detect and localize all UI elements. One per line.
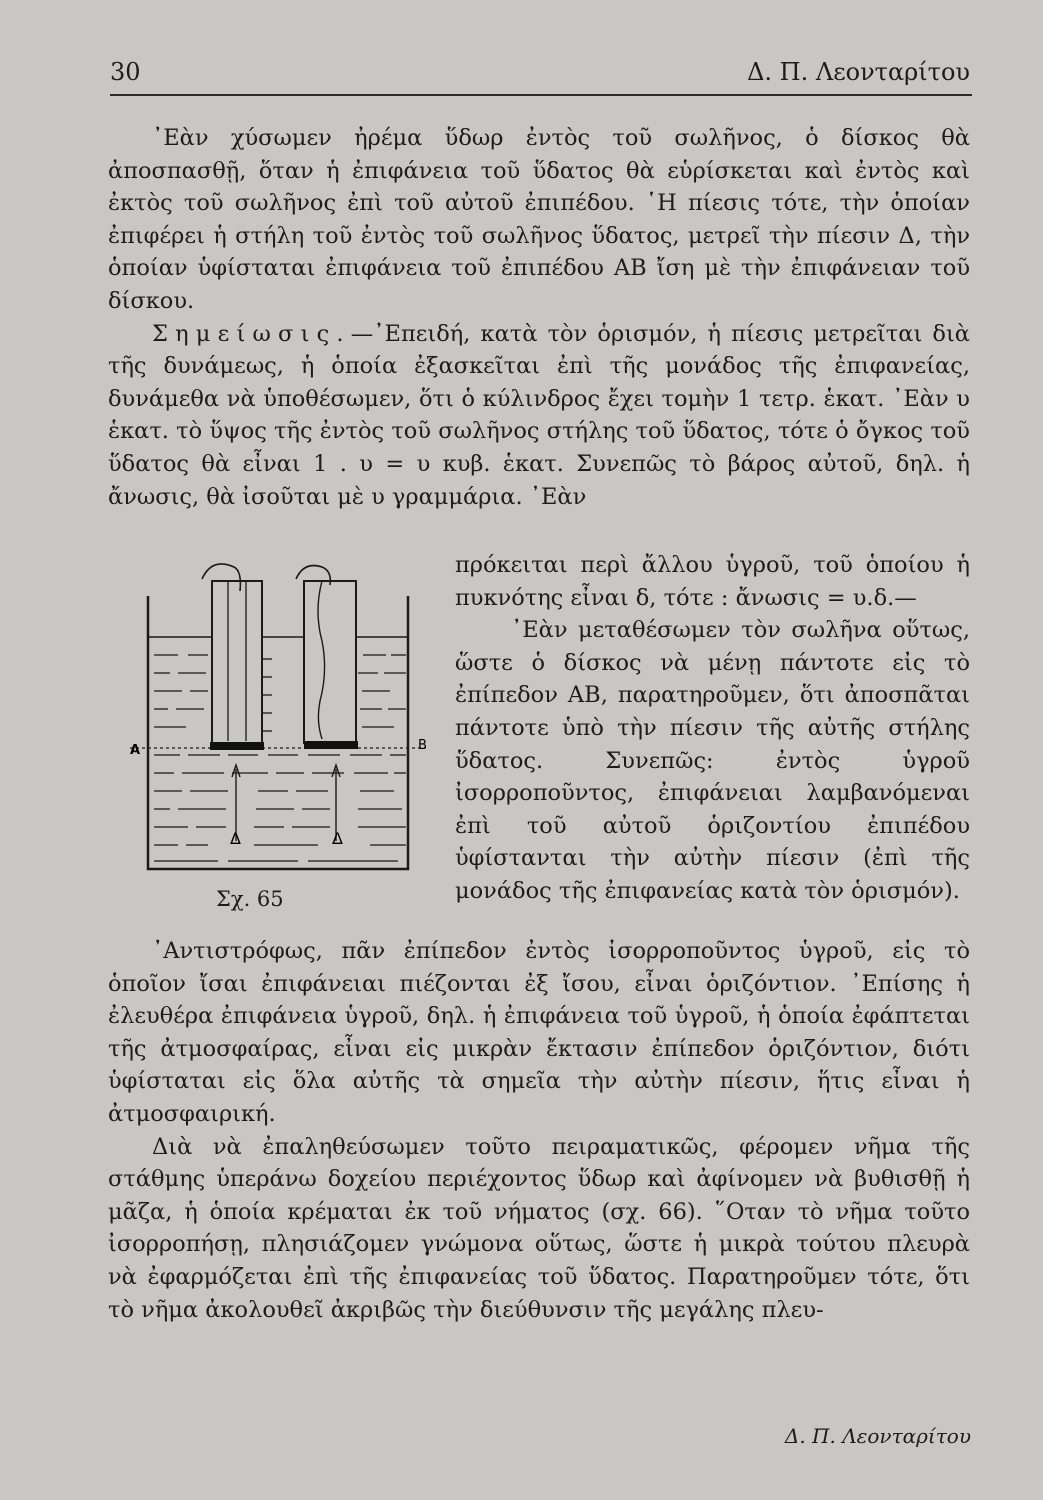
delta-right-label: Δ	[332, 829, 343, 848]
water-hatching	[154, 655, 406, 861]
left-disk	[210, 742, 264, 750]
right-disk	[304, 741, 358, 749]
point-a-label: A	[130, 743, 141, 758]
header-rule	[110, 94, 972, 96]
text-block-bottom	[108, 935, 970, 1326]
left-tube	[212, 581, 262, 743]
remark-label: Σημείωσις.	[152, 320, 351, 347]
point-b-label: B	[418, 738, 427, 753]
remark-paragraph	[108, 318, 970, 514]
page-header	[110, 58, 970, 92]
side-paragraph: ᾽Εὰν μεταθέσωμεν τὸν σωλῆνα οὕτως, ὥστε ὁ δίσκος νὰ μένῃ πάντοτε εἰς τὸ ἐπίπεδον ΑΒ, παρατηροῦμεν, ὅτι ἀποσπᾶται πάντοτε ὑπὸ τὴν πίεσιν τῆς αὐτῆς στήλης ὕδατος. Συνεπῶς: ἐντὸς ὑγροῦ ἰσορροποῦντος, ἐπιφάνειαι λαμβανόμεναι ἐπὶ τοῦ αὐτοῦ ὁριζοντίου ἐπιπέδου ὑφίστανται τὴν αὐτὴν πίεσιν (ἐπὶ τῆς μονάδος τῆς ἐπιφανείας κατὰ τὸν ὁρισμόν).	[455, 617, 970, 904]
figure-caption: Σχ. 65	[216, 887, 284, 911]
remark-text: —᾽Επειδή, κατὰ τὸν ὁρισμόν, ἡ πίεσις μετρεῖται διὰ τῆς δυνάμεως, ἡ ὁποία ἐξασκεῖται ἐπὶ τῆς μονάδος τῆς ἐπιφανείας, δυνάμεθα νὰ ὑποθέσωμεν, ὅτι ὁ κύλινδρος ἔχει τομὴν 1 τετρ. ἑκατ. ᾽Εὰν υ ἑκατ. τὸ ὕψος τῆς ἐντὸς τοῦ σωλῆνος στήλης τοῦ ὕδατος, τότε ὁ ὄγκος τοῦ ὕδατος θὰ εἶναι 1 . υ = υ κυβ. ἑκατ. Συνεπῶς τὸ βάρος αὐτοῦ, δηλ. ἡ ἄνωσις, θὰ ἰσοῦται μὲ υ γραμμάρια. ᾽Εὰν	[108, 320, 970, 510]
right-tube	[304, 581, 356, 743]
side-text	[455, 549, 970, 908]
text-block-top	[108, 122, 970, 513]
side-lines: πρόκειται περὶ ἄλλου ὑγροῦ, τοῦ ὁποίου ἡ πυκνότης εἶναι δ, τότε : ἄνωσις = υ.δ.—	[455, 552, 970, 611]
paragraph: ᾽Εὰν χύσωμεν ἠρέμα ὕδωρ ἐντὸς τοῦ σωλῆνος, ὁ δίσκος θὰ ἀποσπασθῇ, ὅταν ἡ ἐπιφάνεια τοῦ ὕδατος θὰ εὑρίσκεται καὶ ἐντὸς καὶ ἐκτὸς τοῦ σωλῆνος ἐπὶ τοῦ αὐτοῦ ἐπιπέδου. ῾Η πίεσις τότε, τὴν ὁποίαν ἐπιφέρει ἡ στήλη τοῦ ἐντὸς τοῦ σωλῆνος ὕδατος, μετρεῖ τὴν πίεσιν Δ, τὴν ὁποίαν ὑφίσταται ἐπιφάνεια τοῦ ἐπιπέδου ΑΒ ἴση μὲ τὴν ἐπιφάνειαν τοῦ δίσκου.	[108, 125, 970, 314]
page-number: 30	[110, 58, 141, 86]
paragraph: Διὰ νὰ ἐπαληθεύσωμεν τοῦτο πειραματικῶς, φέρομεν νῆμα τῆς στάθμης ὑπεράνω δοχείου περιέχοντος ὕδωρ καὶ ἀφίνομεν νὰ βυθισθῇ ἡ μᾶζα, ἡ ὁποία κρέμαται ἐκ τοῦ νήματος (σχ. 66). ῞Οταν τὸ νῆμα τοῦτο ἰσορροπήσῃ, πλησιάζομεν γνώμονα οὕτως, ὥστε ἡ μικρὰ τούτου πλευρὰ νὰ ἐφαρμόζεται ἐπὶ τῆς ἐπιφανείας τοῦ ὕδατος. Παρατηροῦμεν τότε, ὅτι τὸ νῆμα ἀκολουθεῖ ἀκριβῶς τὴν διεύθυνσιν τῆς μεγάλης πλευ-	[108, 1133, 970, 1323]
running-head: Δ. Π. Λεονταρίτου	[747, 58, 970, 86]
delta-left-label: Δ	[230, 829, 241, 848]
paragraph: ᾽Αντιστρόφως, πᾶν ἐπίπεδον ἐντὸς ἰσορροποῦντος ὑγροῦ, εἰς τὸ ὁποῖον ἴσαι ἐπιφάνειαι πιέζονται ἐξ ἴσου, εἶναι ὁριζόντιον. ᾽Επίσης ἡ ἐλευθέρα ἐπιφάνεια ὑγροῦ, δηλ. ἡ ἐπιφάνεια τοῦ ὑγροῦ, ἡ ὁποία ἐφάπτεται τῆς ἀτμοσφαίρας, εἶναι εἰς μικρὰν ἔκτασιν ἐπίπεδον ὁριζόντιον, διότι ὑφίσταται εἰς ὅλα αὐτῆς τὰ σημεῖα τὴν αὐτὴν πίεσιν, ἥτις εἶναι ἡ ἀτμοσφαιρική.	[108, 938, 970, 1127]
footer-signature: Δ. Π. Λεονταρίτου	[784, 1424, 971, 1448]
